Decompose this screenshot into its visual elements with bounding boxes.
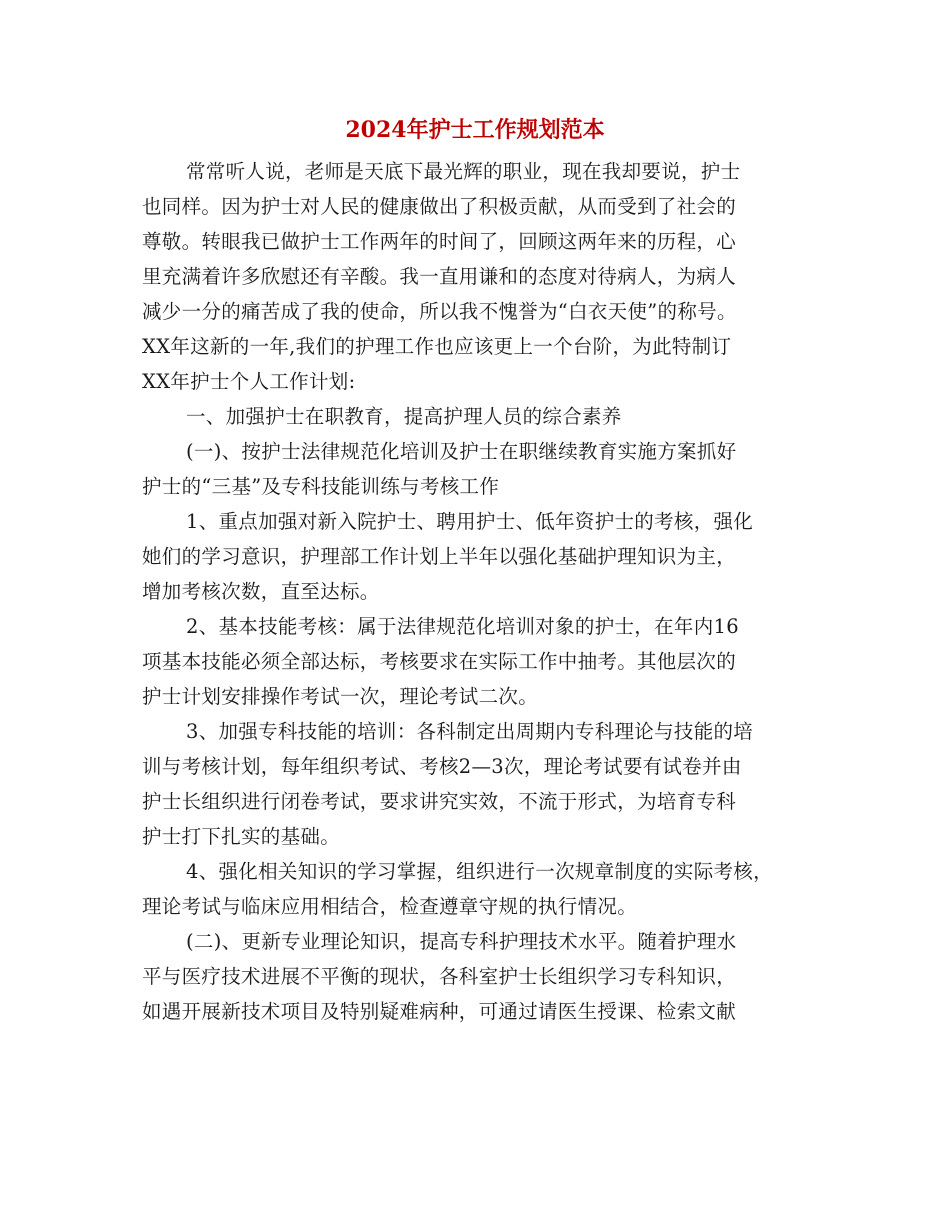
body-text-line: XX年这新的一年,我们的护理工作也应该更上一个台阶，为此特制订 [142,335,732,358]
body-text-line: 里充满着许多欣慰还有辛酸。我一直用谦和的态度对待病人，为病人 [142,265,737,288]
body-text-line: 1、重点加强对新入院护士、聘用护士、低年资护士的考核，强化 [186,510,754,533]
body-text-line: 3、加强专科技能的培训：各科制定出周期内专科理论与技能的培 [186,720,754,743]
body-text-line: 增加考核次数，直至达标。 [142,580,380,603]
body-text-line: (二)、更新专业理论知识，提高专科护理技术水平。随着护理水 [186,930,737,953]
body-text-line: 护士的“三基”及专科技能训练与考核工作 [142,475,500,498]
body-text-line: 她们的学习意识，护理部工作计划上半年以强化基础护理知识为主， [142,545,737,568]
body-text-line: 常常听人说，老师是天底下最光辉的职业，现在我却要说，护士 [186,160,741,183]
body-text-line: 如遇开展新技术项目及特别疑难病种，可通过请医生授课、检索文献 [142,1000,737,1023]
body-text-line: 护士打下扎实的基础。 [142,825,341,848]
body-text-line: 理论考试与临床应用相结合，检查遵章守规的执行情况。 [142,895,638,918]
body-text-line: 护士计划安排操作考试一次，理论考试二次。 [142,685,539,708]
body-text-line: 4、强化相关知识的学习掌握，组织进行一次规章制度的实际考核， [186,860,773,883]
body-text-line: 一、加强护士在职教育，提高护理人员的综合素养 [186,405,622,428]
body-text-line: 减少一分的痛苦成了我的使命，所以我不愧誉为“白衣天使”的称号。 [142,300,737,323]
body-text-line: 护士长组织进行闭卷考试，要求讲究实效，不流于形式，为培育专科 [142,790,737,813]
body-text-line: 尊敬。转眼我已做护士工作两年的时间了，回顾这两年来的历程，心 [142,230,737,253]
body-text-line: 训与考核计划，每年组织考试、考核2—3次，理论考试要有试卷并由 [142,755,742,778]
body-text-line: 平与医疗技术进展不平衡的现状，各科室护士长组织学习专科知识， [142,965,737,988]
document-body [142,154,832,1029]
body-text-line: 也同样。因为护士对人民的健康做出了积极贡献，从而受到了社会的 [142,195,737,218]
body-text-line: (一)、按护士法律规范化培训及护士在职继续教育实施方案抓好 [186,440,737,463]
body-text-line: 2、基本技能考核：属于法律规范化培训对象的护士，在年内16 [186,615,739,638]
body-text-line: 项基本技能必须全部达标，考核要求在实际工作中抽考。其他层次的 [142,650,737,673]
body-text-line: XX年护士个人工作计划: [142,370,356,393]
document-title: 2024年护士工作规划范本 [345,117,605,143]
